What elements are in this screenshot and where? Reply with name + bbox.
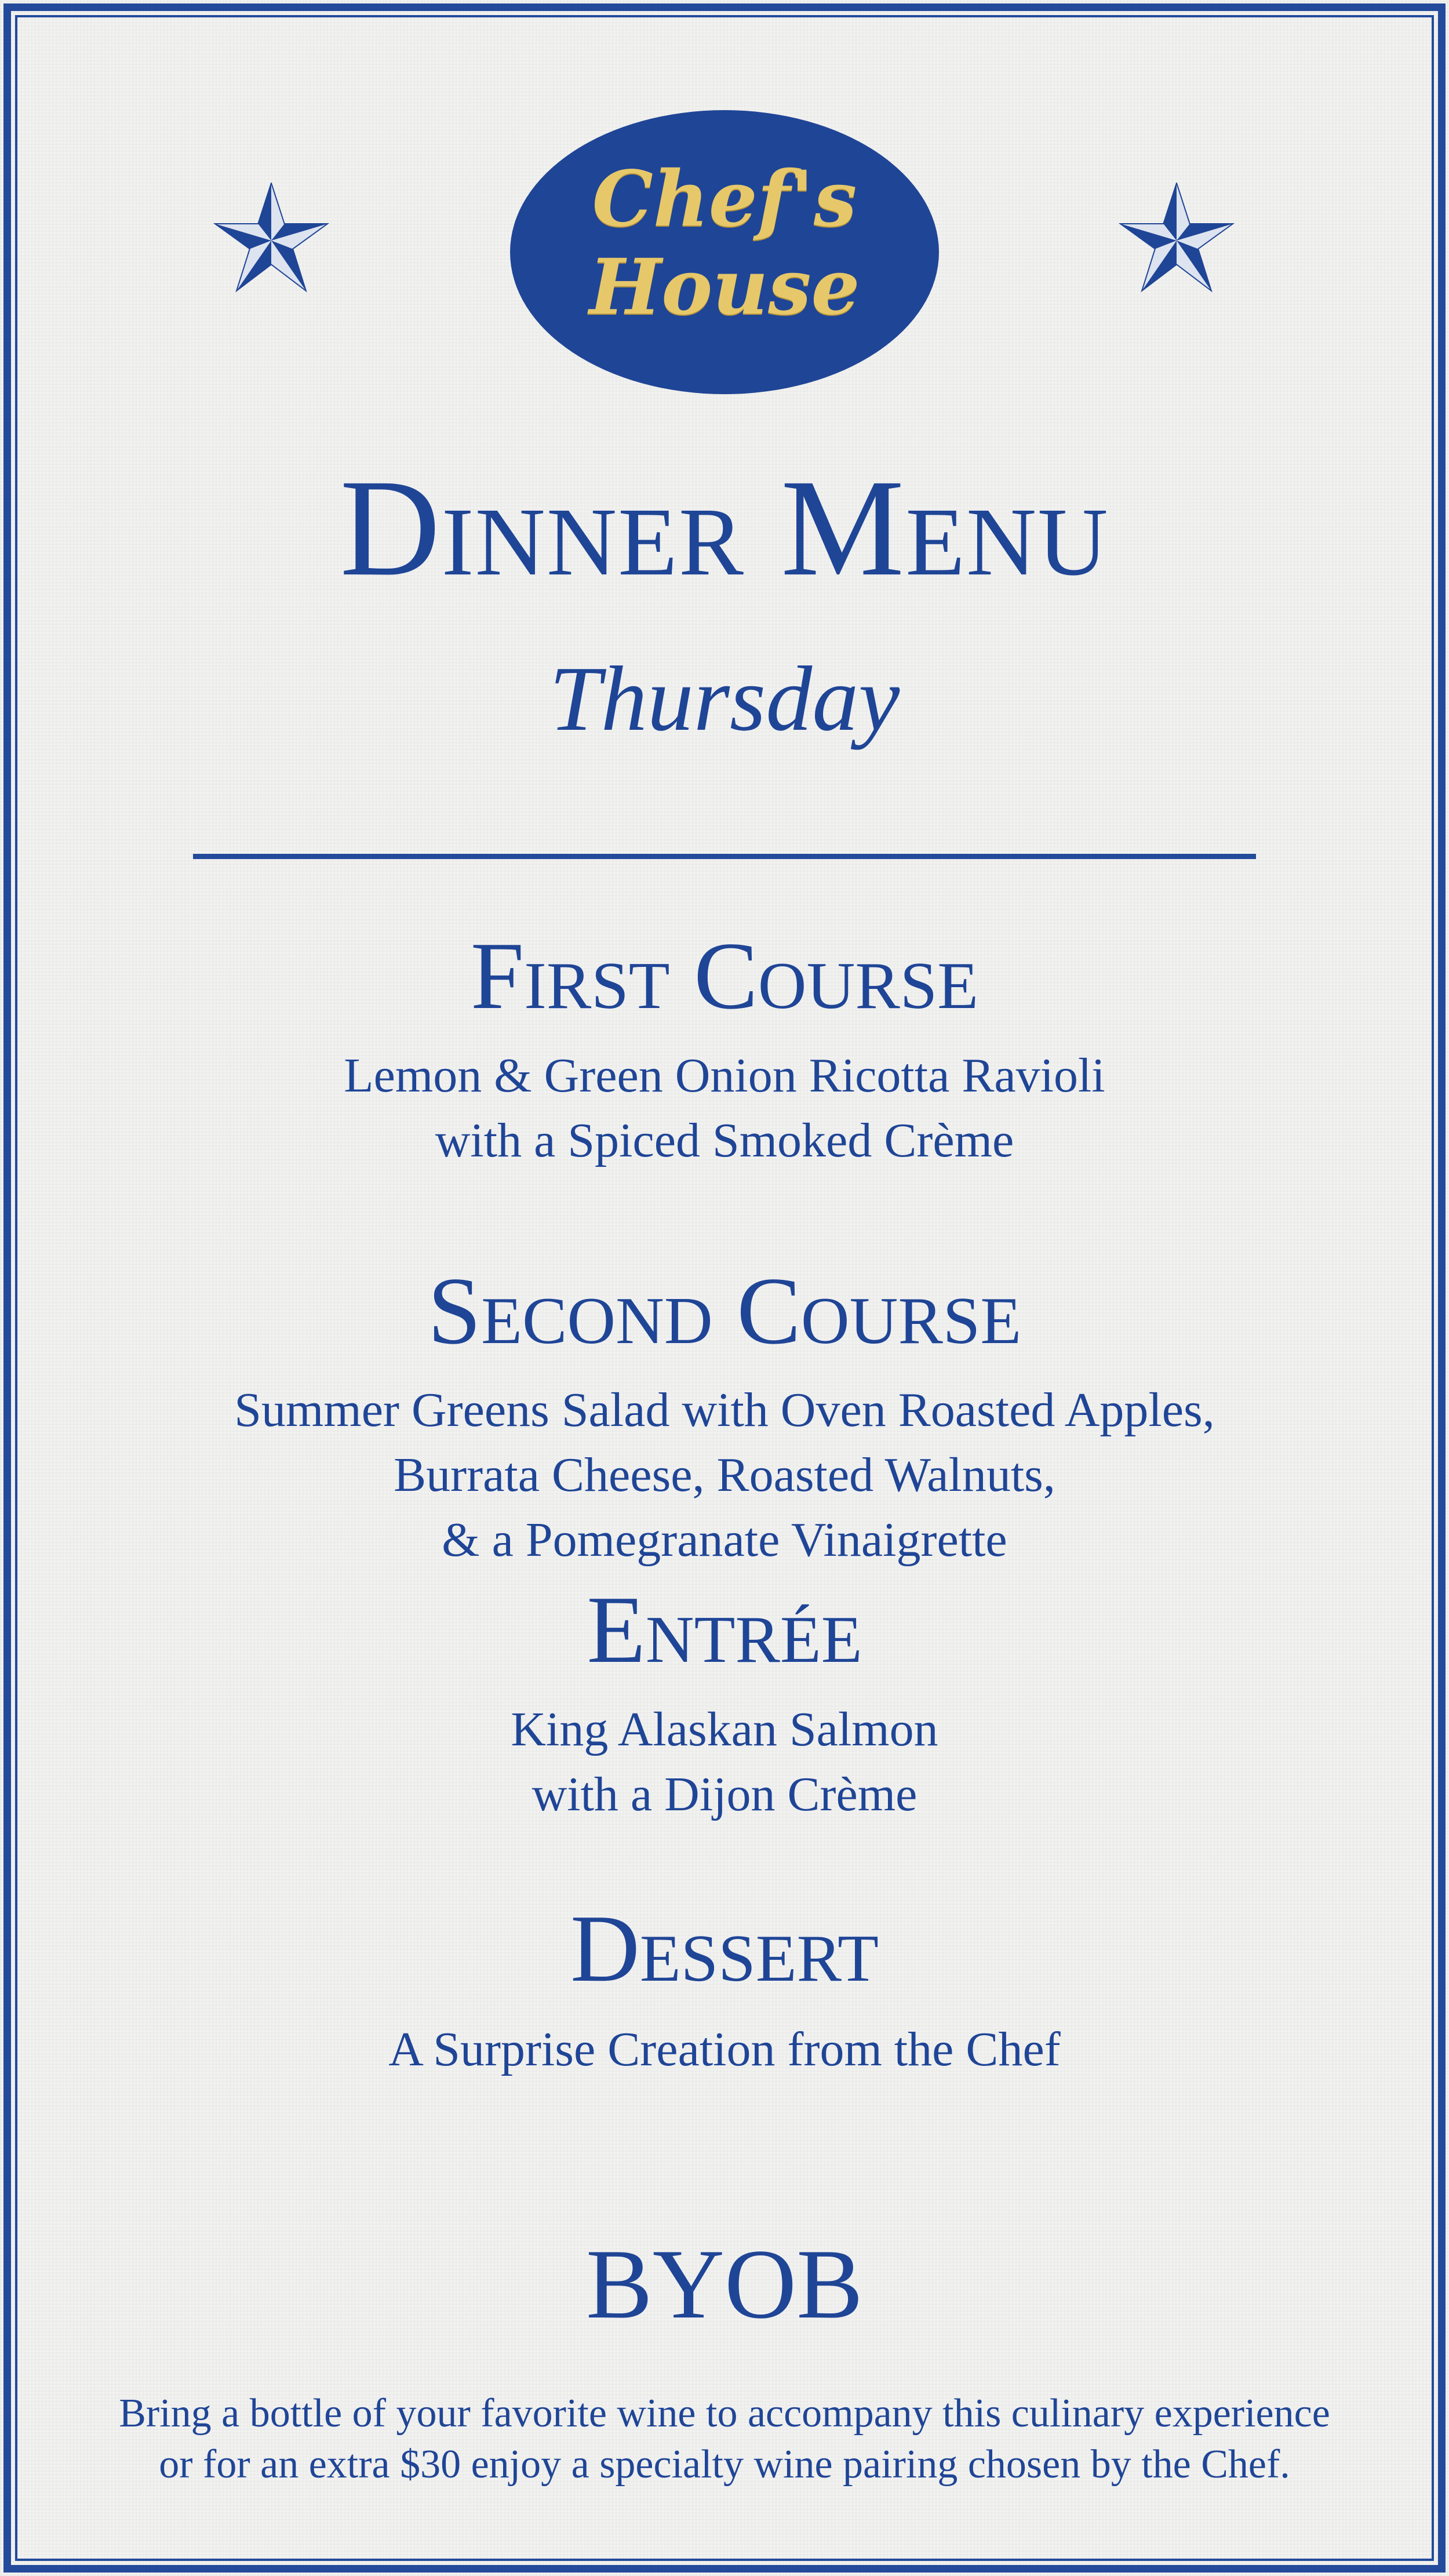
- description-line: & a Pomegranate Vinaigrette: [442, 1513, 1007, 1567]
- course-description-first: [0, 1043, 1449, 1173]
- course-heading-second: Second Course: [427, 1257, 1022, 1364]
- byob-note: [0, 2388, 1449, 2490]
- logo-line-2: House: [589, 242, 860, 332]
- course-heading-dessert: Dessert: [570, 1895, 879, 2002]
- description-line: King Alaskan Salmon: [511, 1702, 938, 1756]
- course-description-entree: [0, 1697, 1449, 1827]
- description-line: Lemon & Green Onion Ricotta Ravioli: [344, 1049, 1105, 1103]
- star-icon: [213, 183, 329, 299]
- logo-line-1: Chef's: [592, 154, 857, 244]
- menu-day: Thursday: [549, 647, 900, 750]
- course-heading-first: First Course: [470, 922, 979, 1029]
- byob-heading: BYOB: [586, 2229, 863, 2339]
- chefs-house-logo: [510, 110, 939, 394]
- description-line: Burrata Cheese, Roasted Walnuts,: [394, 1448, 1055, 1502]
- page-title: Dinner Menu: [340, 450, 1109, 605]
- note-line: or for an extra $30 enjoy a specialty wine pairing chosen by the Chef.: [159, 2442, 1290, 2487]
- description-line: Summer Greens Salad with Oven Roasted Apples,: [234, 1383, 1215, 1437]
- description-line: with a Spiced Smoked Crème: [435, 1114, 1014, 1167]
- star-icon: [1119, 183, 1235, 299]
- description-line: A Surprise Creation from the Chef: [388, 2022, 1061, 2076]
- course-description-dessert: [0, 2017, 1449, 2082]
- divider: [193, 854, 1256, 859]
- course-heading-entree: Entrée: [587, 1576, 862, 1683]
- description-line: with a Dijon Crème: [531, 1767, 918, 1821]
- note-line: Bring a bottle of your favorite wine to accompany this culinary experience: [119, 2391, 1330, 2436]
- course-description-second: [0, 1378, 1449, 1573]
